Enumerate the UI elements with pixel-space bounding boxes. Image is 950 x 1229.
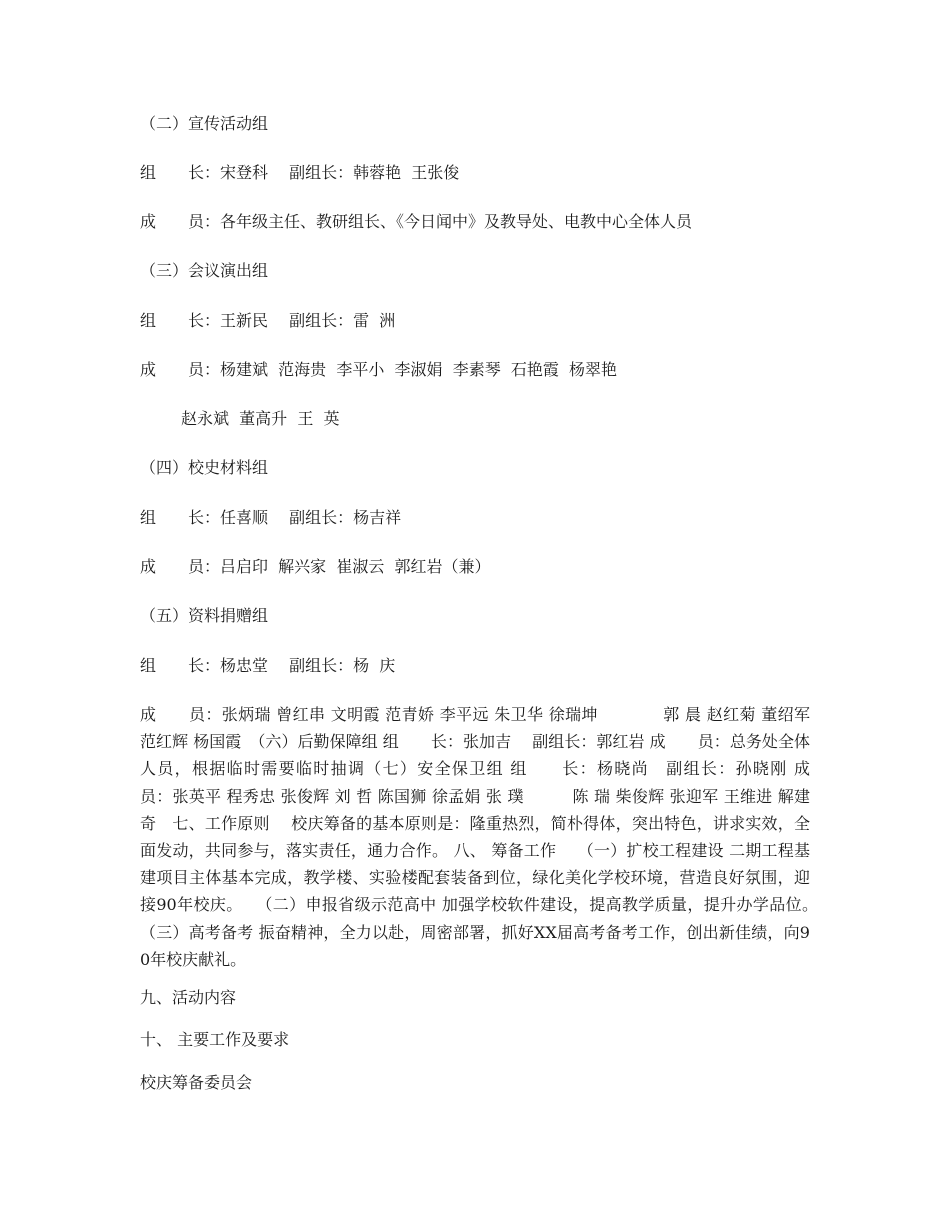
section-heading-publicity: （二）宣传活动组 bbox=[140, 114, 269, 133]
section-heading-main-work: 十、 主要工作及要求 bbox=[140, 1030, 290, 1049]
section-heading-activities: 九、活动内容 bbox=[140, 988, 237, 1007]
section-heading-performance: （三）会议演出组 bbox=[140, 261, 269, 280]
member-line-history: 成 员：吕启印 解兴家 崔淑云 郭红岩（兼） bbox=[140, 557, 491, 576]
leader-line-donation: 组 长：杨忠堂 副组长：杨 庆 bbox=[140, 656, 396, 675]
leader-line-history: 组 长：任喜顺 副组长：杨吉祥 bbox=[140, 508, 402, 527]
signature-committee: 校庆筹备委员会 bbox=[140, 1073, 253, 1092]
member-line-performance: 成 员：杨建斌 范海贵 李平小 李淑娟 李素琴 石艳霞 杨翠艳 bbox=[140, 360, 618, 379]
section-heading-donation: （五）资料捐赠组 bbox=[140, 606, 269, 625]
member-line-publicity: 成 员：各年级主任、教研组长、《今日闻中》及教导处、电教中心全体人员 bbox=[140, 212, 693, 231]
leader-line-performance: 组 长：王新民 副组长：雷 洲 bbox=[140, 311, 396, 330]
section-heading-history: （四）校史材料组 bbox=[140, 458, 269, 477]
leader-line-publicity: 组 长：宋登科 副组长：韩蓉艳 王张俊 bbox=[140, 163, 460, 182]
body-paragraph: 成 员：张炳瑞 曾红串 文明霞 范青娇 李平远 朱卫华 徐瑞坤 郭 晨 赵红菊 董绍军 范红辉 杨国霞 （六）后勤保障组 组 长：张加吉 副组长：郭红岩 成 员：总务处全体人员，根据临时需要临时抽调（七）安全保卫组 组 长：杨晓尚 副组长：孙晓刚 成 员：张英平 程秀忠 张俊辉 刘 哲 陈国狮 徐孟娟 张 璞 陈 瑞 柴俊辉 张迎军 王维进 解建奇 七、工作原则 校庆筹备的基本原则是：隆重热烈，简朴得体，突出特色，讲求实效，全面发动，共同参与，落实责任，通力合作。 八、 筹备工作 （一）扩校工程建设 二期工程基建项目主体基本完成，教学楼、实验楼配套装备到位，绿化美化学校环境，营造良好氛围，迎接90年校庆。 （二）申报省级示范高中 加强学校软件建设，提高教学质量，提升办学品位。 （三）高考备考 振奋精神，全力以赴，周密部署，抓好XX届高考备考工作，创出新佳绩，向90年校庆献礼。 bbox=[140, 705, 843, 969]
member-line-performance-cont: 赵永斌 董高升 王 英 bbox=[181, 409, 340, 428]
